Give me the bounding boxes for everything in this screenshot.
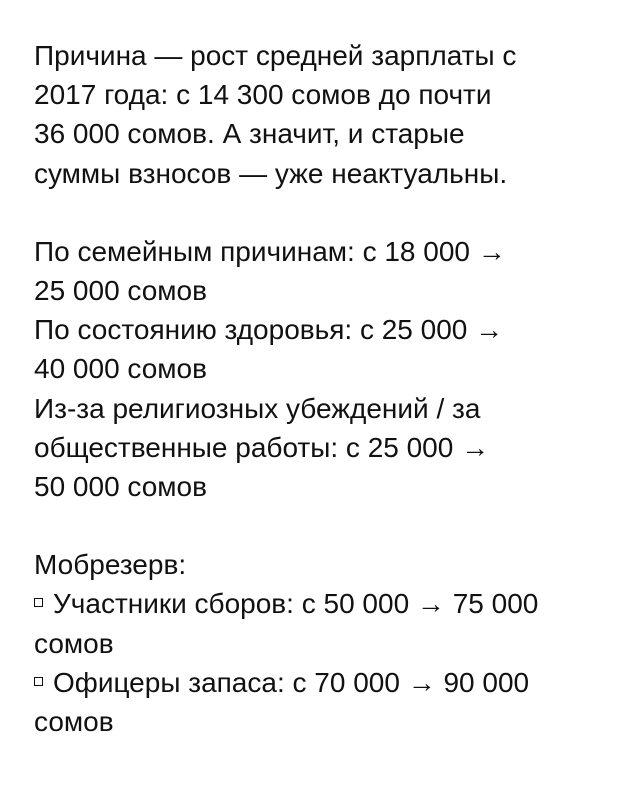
mobreserve-item-text: Участники сборов: с 50 000 → 75 000 [53,588,539,620]
document-body [34,36,630,741]
health-reasons-line: По состоянию здоровья: с 25 000 → [34,314,504,346]
mobreserve-item-text: Офицеры запаса: с 70 000 → 90 000 [53,666,530,698]
paragraph-spacer [34,506,630,545]
reason-line-3: 36 000 сомов. А значит, и старые [34,118,465,150]
reason-line-2: 2017 года: с 14 300 сомов до почти [34,79,492,111]
small-square-bullet-icon [34,677,43,686]
family-reasons-line: По семейным причинам: с 18 000 → [34,235,506,267]
public-works-line: общественные работы: с 25 000 → [34,431,490,463]
paragraph-spacer [34,193,630,232]
deferments-list [34,232,630,506]
mobreserve-item [34,584,630,623]
health-reasons-amount: 40 000 сомов [34,353,208,385]
religious-reasons-line: Из-за религиозных убеждений / за [34,392,481,424]
reason-line-4: суммы взносов — уже неактуальны. [34,157,508,189]
mobreserve-item [34,663,630,702]
mobreserve-item-continuation: сомов [34,627,114,659]
mobreserve-item-continuation: сомов [34,706,114,738]
reason-line-1: Причина — рост средней зарплаты с [34,40,517,71]
mobreserve-heading: Мобрезерв: [34,549,187,581]
family-reasons-amount: 25 000 сомов [34,275,208,307]
small-square-bullet-icon [34,598,43,607]
mobreserve-section [34,545,630,741]
reason-paragraph [34,36,630,193]
religious-reasons-amount: 50 000 сомов [34,471,208,503]
